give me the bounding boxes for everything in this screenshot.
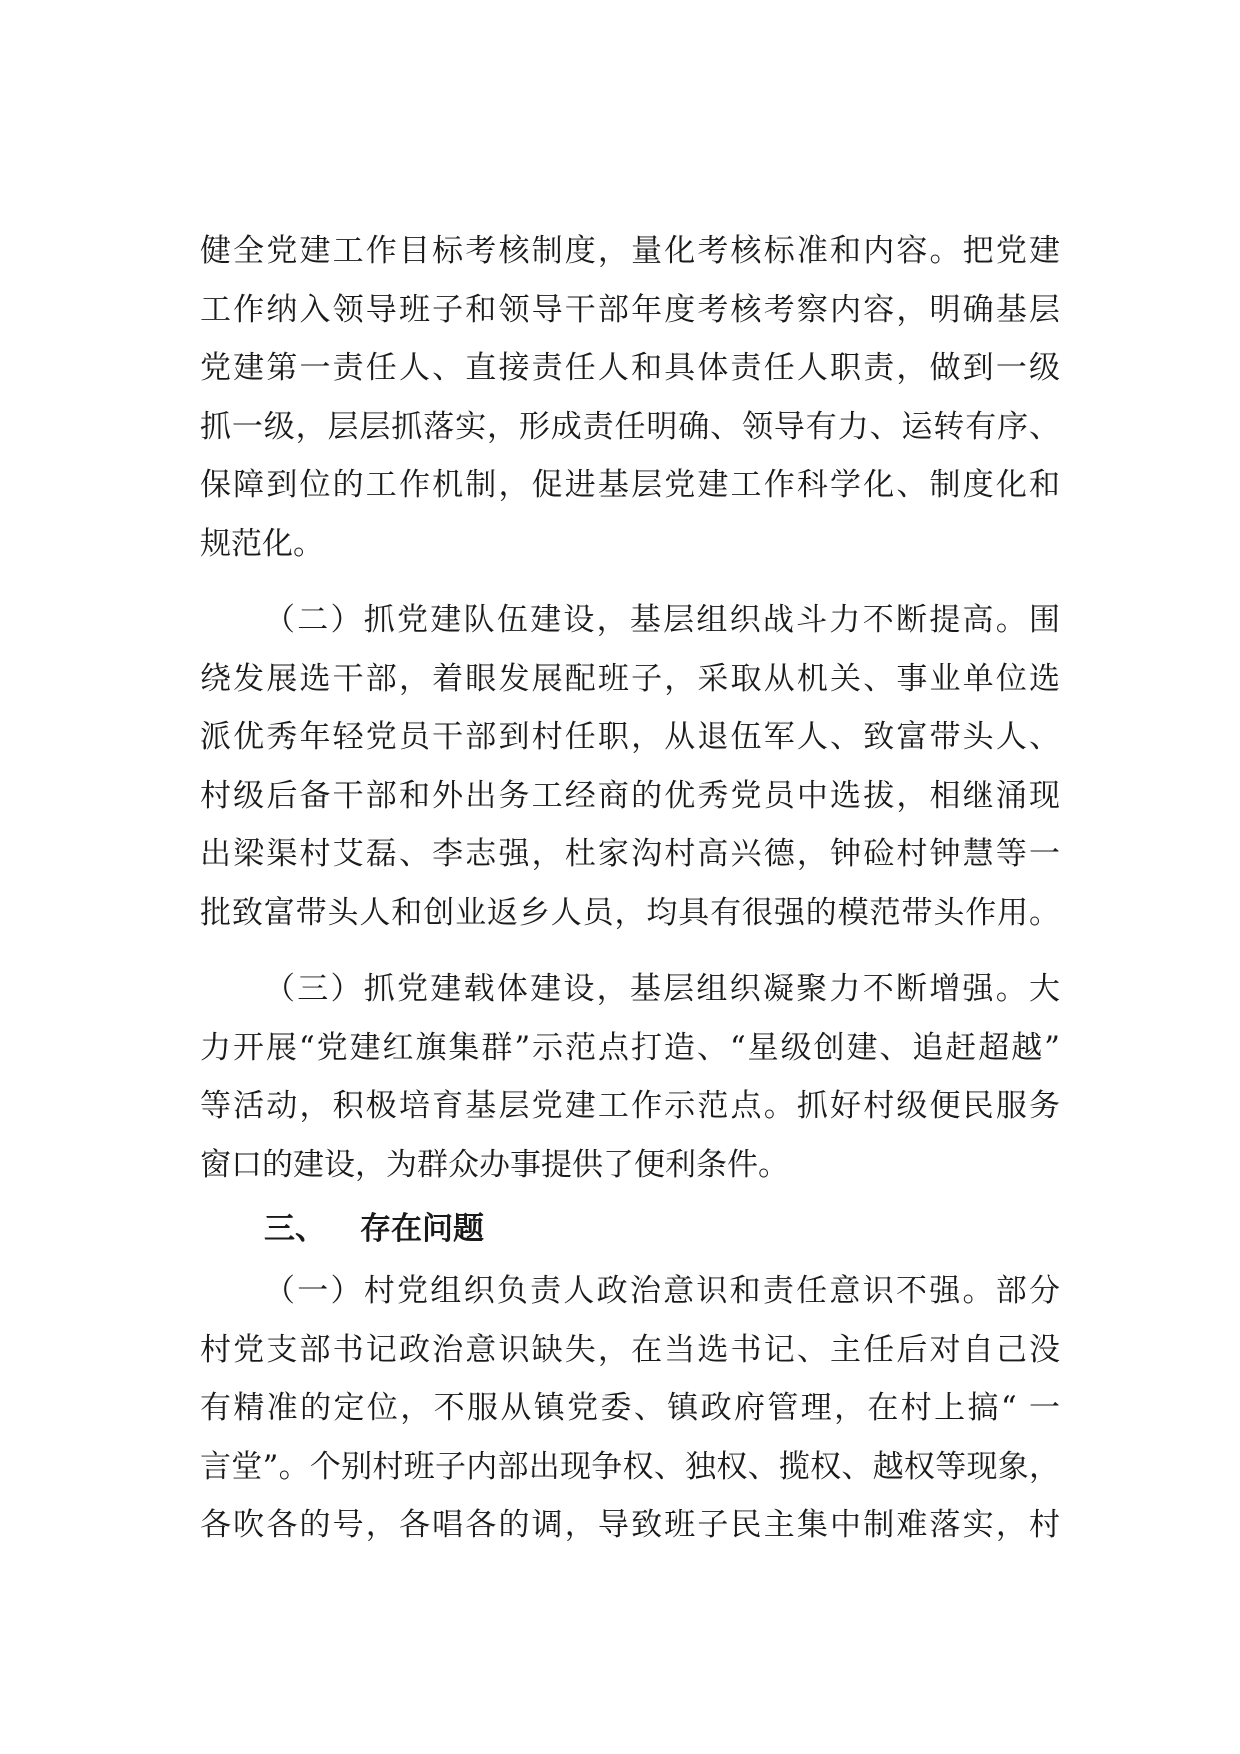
paragraph-spacer xyxy=(200,942,1060,960)
paragraph-line: 健全党建工作目标考核制度，量化考核标准和内容。把党建 xyxy=(200,233,1060,269)
paragraph-team-building xyxy=(200,591,1060,942)
paragraph-line: 规范化。 xyxy=(200,525,324,562)
section-heading xyxy=(200,1200,1060,1258)
paragraph-line: （三）抓党建载体建设，基层组织凝聚力不断增强。大 xyxy=(264,971,1060,1007)
paragraph-line: 绕发展选干部，着眼发展配班子，采取从机关、事业单位选 xyxy=(200,660,1060,697)
paragraph-line: 保障到位的工作机制，促进基层党建工作科学化、制度化和 xyxy=(200,467,1060,503)
paragraph-line: 各吹各的号，各唱各的调，导致班子民主集中制难落实，村 xyxy=(200,1507,1060,1543)
paragraph-problems xyxy=(200,1262,1060,1555)
paragraph-line: 窗口的建设，为群众办事提供了便利条件。 xyxy=(200,1146,789,1183)
paragraph-work-mechanism xyxy=(200,222,1060,573)
paragraph-line: 工作纳入领导班子和领导干部年度考核考察内容，明确基层 xyxy=(200,291,1060,328)
paragraph-line: 有精准的定位，不服从镇党委、镇政府管理，在村上搞“ 一 xyxy=(200,1390,1060,1426)
paragraph-line: 批致富带头人和创业返乡人员，均具有很强的模范带头作用。 xyxy=(200,894,1060,931)
paragraph-line: （二）抓党建队伍建设，基层组织战斗力不断提高。围 xyxy=(264,602,1060,638)
paragraph-line: 力开展“党建红旗集群”示范点打造、“星级创建、追赶超越” xyxy=(200,1029,1060,1066)
paragraph-carrier-building xyxy=(200,960,1060,1194)
paragraph-spacer xyxy=(200,573,1060,591)
document-body xyxy=(200,222,1060,1555)
paragraph-line: 村党支部书记政治意识缺失，在当选书记、主任后对自己没 xyxy=(200,1331,1060,1368)
paragraph-line: 言堂”。个别村班子内部出现争权、独权、揽权、越权等现象， xyxy=(200,1448,1060,1485)
paragraph-line: （一）村党组织负责人政治意识和责任意识不强。部分 xyxy=(264,1273,1060,1309)
paragraph-line: 党建第一责任人、直接责任人和具体责任人职责，做到一级 xyxy=(200,350,1060,386)
paragraph-line: 派优秀年轻党员干部到村任职，从退伍军人、致富带头人、 xyxy=(200,719,1060,755)
paragraph-line: 出梁渠村艾磊、李志强，杜家沟村高兴德，钟硷村钟慧等一 xyxy=(200,836,1060,872)
section-number: 三、 xyxy=(264,1211,326,1247)
paragraph-line: 村级后备干部和外出务工经商的优秀党员中选拔，相继涌现 xyxy=(200,777,1060,814)
section-title: 存在问题 xyxy=(360,1211,484,1247)
paragraph-line: 等活动，积极培育基层党建工作示范点。抓好村级便民服务 xyxy=(200,1088,1060,1124)
paragraph-line: 抓一级，层层抓落实，形成责任明确、领导有力、运转有序、 xyxy=(200,408,1060,445)
